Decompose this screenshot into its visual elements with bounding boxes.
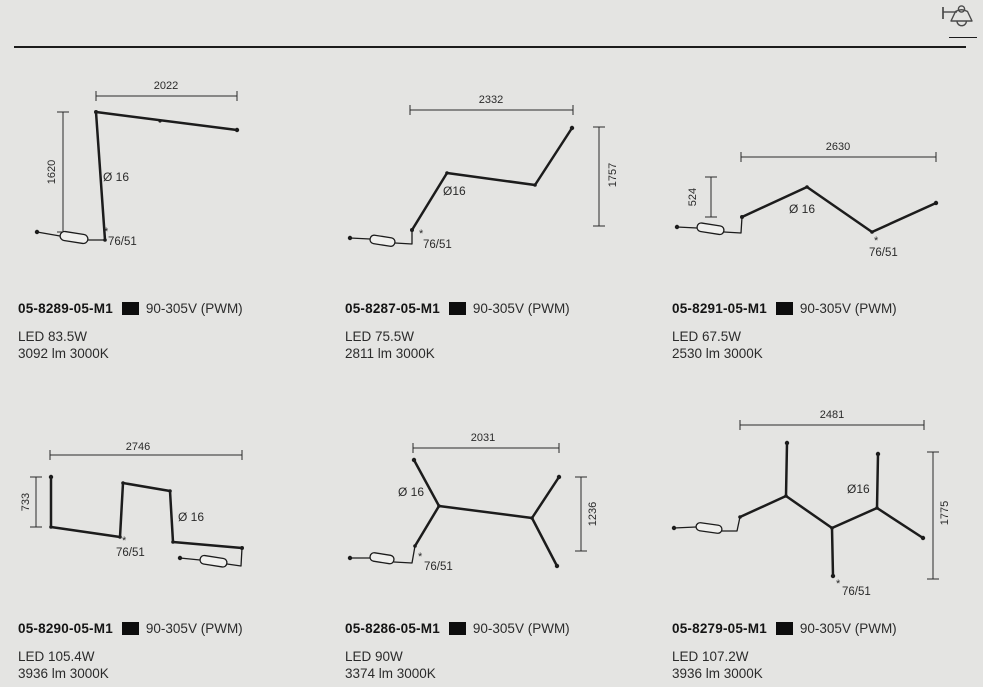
product-code: 05-8289-05-M1 — [18, 301, 113, 316]
product-spec — [18, 301, 243, 362]
product-card — [335, 60, 650, 365]
diameter-label: Ø 16 — [398, 485, 425, 499]
lumens-label: 3936 lm 3000K — [18, 666, 109, 681]
dim-width-label: 2022 — [153, 80, 179, 92]
fixture-drawing — [662, 60, 977, 295]
dim-width-label: 2630 — [825, 141, 851, 153]
power-label: LED 107.2W — [672, 649, 749, 664]
product-spec — [672, 301, 897, 362]
power-label: LED 83.5W — [18, 329, 88, 344]
dim-height-label: 1620 — [46, 159, 58, 185]
product-card — [335, 403, 650, 687]
voltage-label: 90-305V (PWM) — [472, 301, 570, 316]
asterisk-mark: * — [836, 578, 841, 590]
fixture-drawing — [662, 403, 977, 615]
dim-width-label: 2746 — [125, 441, 151, 453]
finish-swatch-black — [776, 622, 793, 635]
diameter-label: Ø 16 — [103, 170, 130, 184]
wall-box-label: 76/51 — [116, 547, 145, 559]
asterisk-mark: * — [419, 228, 424, 240]
finish-swatch-black — [449, 302, 466, 315]
asterisk-mark: * — [104, 226, 109, 238]
diameter-label: Ø16 — [443, 184, 466, 198]
lumens-label: 2811 lm 3000K — [345, 346, 435, 361]
fixture-drawing — [8, 60, 323, 295]
power-label: LED 90W — [345, 649, 403, 664]
asterisk-mark: * — [418, 551, 423, 563]
lumens-label: 2530 lm 3000K — [672, 346, 763, 361]
dim-height-label: 1757 — [607, 162, 619, 188]
wall-box-label: 76/51 — [842, 586, 871, 598]
product-spec — [18, 621, 243, 682]
diameter-label: Ø 16 — [789, 202, 816, 216]
dim-height-label: 1775 — [939, 500, 951, 526]
voltage-label: 90-305V (PWM) — [472, 621, 570, 636]
dim-height-label: 733 — [20, 492, 32, 512]
product-card — [662, 403, 977, 687]
voltage-label: 90-305V (PWM) — [145, 301, 243, 316]
product-code: 05-8291-05-M1 — [672, 301, 767, 316]
fixture-drawing — [335, 60, 650, 295]
voltage-label: 90-305V (PWM) — [799, 621, 897, 636]
wall-box-label: 76/51 — [869, 247, 898, 259]
diameter-label: Ø16 — [847, 482, 870, 496]
power-label: LED 67.5W — [672, 329, 742, 344]
diameter-label: Ø 16 — [178, 510, 205, 524]
product-code: 05-8290-05-M1 — [18, 621, 113, 636]
dim-width-label: 2031 — [470, 432, 496, 444]
finish-swatch-black — [122, 302, 139, 315]
lumens-label: 3936 lm 3000K — [672, 666, 763, 681]
product-code: 05-8287-05-M1 — [345, 301, 440, 316]
product-spec — [672, 621, 897, 682]
dim-height-label: 1236 — [587, 501, 599, 527]
lumens-label: 3092 lm 3000K — [18, 346, 109, 361]
voltage-label: 90-305V (PWM) — [799, 301, 897, 316]
wall-lamp-icon — [936, 3, 980, 37]
product-spec — [345, 621, 570, 682]
dim-width-label: 2481 — [819, 409, 845, 421]
asterisk-mark: * — [874, 235, 879, 247]
asterisk-mark: * — [122, 535, 127, 547]
finish-swatch-black — [776, 302, 793, 315]
header-divider — [14, 46, 966, 48]
product-card — [662, 60, 977, 365]
dim-width-label: 2332 — [478, 94, 504, 106]
voltage-label: 90-305V (PWM) — [145, 621, 243, 636]
lumens-label: 3374 lm 3000K — [345, 666, 436, 681]
product-card — [8, 60, 323, 365]
icon-underline — [949, 37, 977, 38]
wall-box-label: 76/51 — [108, 236, 137, 248]
dim-height-label: 524 — [687, 187, 699, 207]
product-card — [8, 403, 323, 687]
power-label: LED 75.5W — [345, 329, 415, 344]
power-label: LED 105.4W — [18, 649, 95, 664]
fixture-drawing — [8, 403, 323, 615]
product-code: 05-8286-05-M1 — [345, 621, 440, 636]
wall-box-label: 76/51 — [423, 239, 452, 251]
product-code: 05-8279-05-M1 — [672, 621, 767, 636]
finish-swatch-black — [449, 622, 466, 635]
fixture-drawing — [335, 403, 650, 615]
product-spec — [345, 301, 570, 362]
wall-box-label: 76/51 — [424, 561, 453, 573]
finish-swatch-black — [122, 622, 139, 635]
